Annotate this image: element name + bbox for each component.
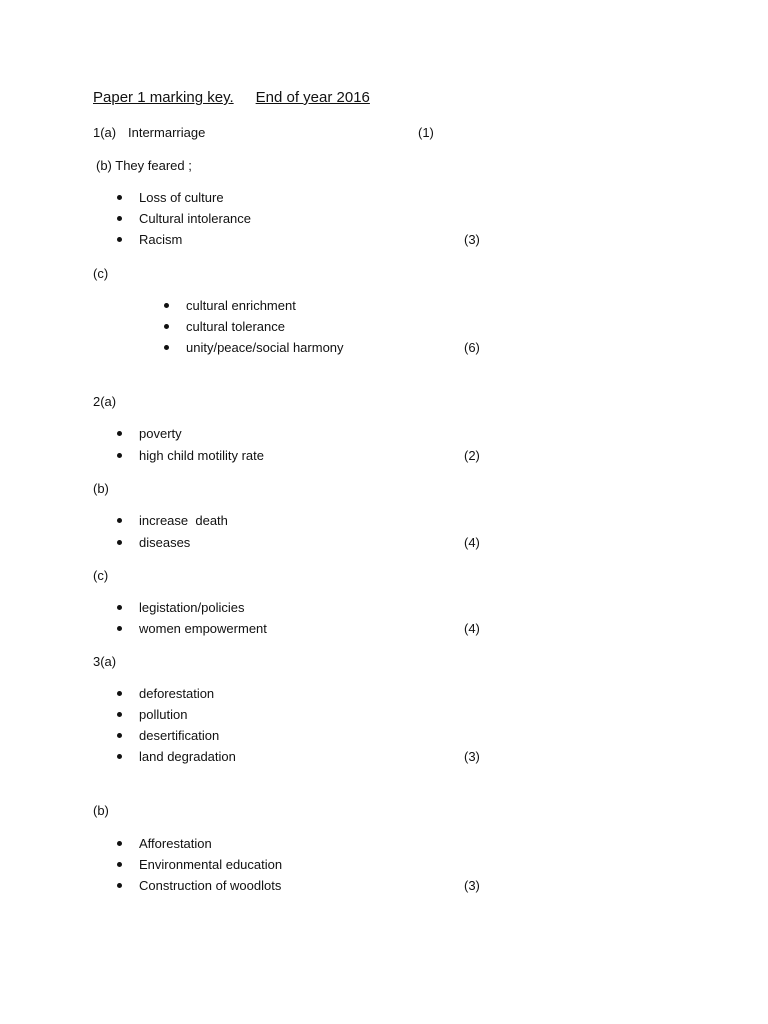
q2a-item: poverty [139,426,182,441]
q1c-item: cultural enrichment [186,298,296,313]
q3a-mark: (3) [464,749,480,764]
q1a-mark: (1) [418,125,434,140]
bullet-icon [164,324,169,329]
q2b-item: increase death [139,513,228,528]
q1b-label: (b) They feared ; [96,158,192,173]
q3a-item: desertification [139,728,220,743]
q2b-label: (b) [93,481,109,496]
q1c-item: cultural tolerance [186,319,285,334]
q2b-item: diseases [139,535,191,550]
q2c-item: legistation/policies [139,600,245,615]
bullet-icon [117,195,122,200]
q2a-item: high child motility rate [139,448,264,463]
q1a-label: 1(a) [93,125,117,140]
title-suffix: End of year 2016 [255,89,370,106]
q2c-label: (c) [93,568,109,583]
q1b-item: Loss of culture [139,190,224,205]
bullet-icon [117,518,122,523]
q2c-item: women empowerment [139,621,267,636]
q1b-item: Cultural intolerance [139,211,252,226]
bullet-icon [117,431,122,436]
q2b-mark: (4) [464,535,480,550]
page-title [93,90,370,106]
bullet-icon [117,237,122,242]
bullet-icon [117,453,122,458]
q3b-item: Environmental education [139,857,283,872]
bullet-icon [117,540,122,545]
bullet-icon [164,345,169,350]
q1a-answer: Intermarriage [128,125,206,140]
bullet-icon [117,862,122,867]
bullet-icon [117,216,122,221]
bullet-icon [117,626,122,631]
bullet-icon [117,712,122,717]
q3b-mark: (3) [464,878,480,893]
q3a-label: 3(a) [93,654,117,669]
q3b-item: Afforestation [139,836,212,851]
q1b-item: Racism [139,232,183,247]
title-text: Paper 1 marking key. [93,89,234,106]
q3b-item: Construction of woodlots [139,878,282,893]
bullet-icon [164,303,169,308]
bullet-icon [117,691,122,696]
bullet-icon [117,733,122,738]
q2a-mark: (2) [464,448,480,463]
bullet-icon [117,883,122,888]
q3a-item: pollution [139,707,188,722]
bullet-icon [117,605,122,610]
q2c-mark: (4) [464,621,480,636]
q2a-label: 2(a) [93,394,117,409]
bullet-icon [117,754,122,759]
q3b-label: (b) [93,803,109,818]
q1c-label: (c) [93,266,109,281]
q1c-item: unity/peace/social harmony [186,340,344,355]
q1c-mark: (6) [464,340,480,355]
q3a-item: deforestation [139,686,215,701]
q1b-mark: (3) [464,232,480,247]
bullet-icon [117,841,122,846]
q3a-item: land degradation [139,749,236,764]
